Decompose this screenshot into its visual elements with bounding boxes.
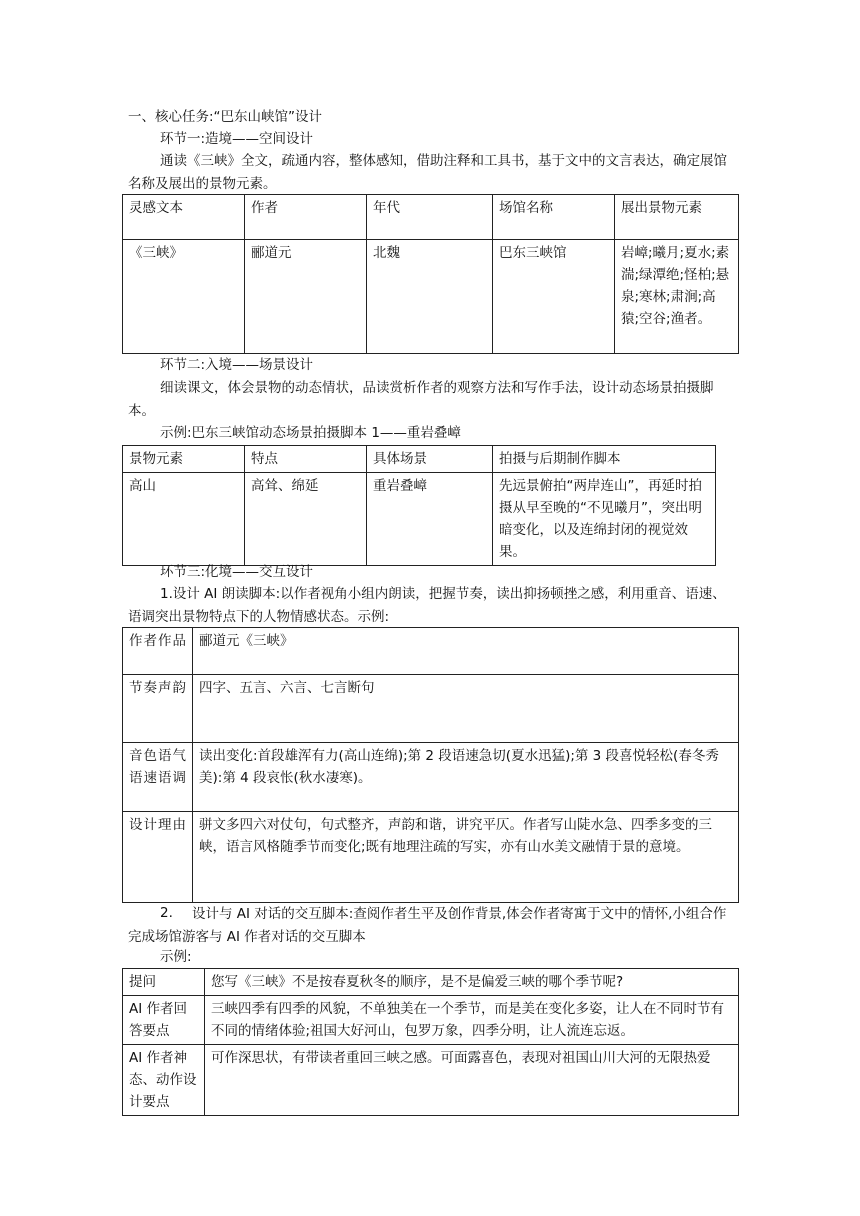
table-cell: 先远景俯拍“两岸连山”，再延时拍摄从早至晚的“不见曦月”，突出明暗变化，以及连绵封闭的视觉效果。 — [493, 473, 716, 566]
example-label: 示例: — [160, 949, 192, 965]
table-cell: 郦道元 — [245, 240, 367, 354]
header-cell: 场馆名称 — [493, 195, 615, 240]
section1-intro: 通读《三峡》全文，疏通内容，整体感知，借助注释和工具书，基于文中的文言表达，确定展馆名称及展出的景物元素。 — [128, 153, 727, 192]
row-label: 提问 — [123, 969, 205, 996]
header-cell: 具体场景 — [367, 446, 493, 473]
row-label: 作者作品 — [123, 628, 193, 675]
section3-task1: 1.设计 AI 朗读脚本:以作者视角小组内朗读，把握节奏，读出抑扬顿挫之感，利用重音、语速、语调突出景物特点下的人物情感状态。示例: — [128, 586, 726, 625]
row-value: 读出变化:首段雄浑有力(高山连绵);第 2 段语速急切(夏水迅猛);第 3 段喜悦轻松(春冬秀美):第 4 段哀怅(秋水凄寒)。 — [193, 743, 739, 812]
row-label: AI 作者神态、动作设计要点 — [123, 1045, 205, 1116]
shooting-table-header-row — [123, 446, 716, 473]
exhibit-table-header-row — [123, 195, 739, 240]
table-cell: 巴东三峡馆 — [493, 240, 615, 354]
main-heading: 一、核心任务:“巴东山峡馆”设计 — [128, 109, 323, 125]
reading-script-table — [122, 627, 739, 903]
dialogue-script-table — [122, 968, 739, 1116]
reading-table-row — [123, 812, 739, 903]
reading-table-row — [123, 628, 739, 675]
dialogue-table-row — [123, 969, 739, 996]
table-cell: 《三峡》 — [123, 240, 245, 354]
header-cell: 年代 — [367, 195, 493, 240]
row-value: 可作深思状，有带读者重回三峡之感。可面露喜色，表现对祖国山川大河的无限热爱 — [205, 1045, 739, 1116]
dialogue-table-row — [123, 1045, 739, 1116]
reading-table-row — [123, 675, 739, 743]
row-label: AI 作者回答要点 — [123, 996, 205, 1045]
shooting-script-table — [122, 445, 716, 566]
header-cell: 展出景物元素 — [615, 195, 739, 240]
table-cell: 高耸、绵延 — [245, 473, 367, 566]
header-cell: 特点 — [245, 446, 367, 473]
exhibit-table-row — [123, 240, 739, 354]
row-value: 骈文多四六对仗句，句式整齐，声韵和谐，讲究平仄。作者写山陡水急、四季多变的三峡，语言风格随季节而变化;既有地理注疏的写实，亦有山水美文融情于景的意境。 — [193, 812, 739, 903]
header-cell: 拍摄与后期制作脚本 — [493, 446, 716, 473]
table-cell: 岩嶂;曦月;夏水;素湍;绿潭绝;怪柏;悬泉;寒林;肃涧;高猿;空谷;渔者。 — [615, 240, 739, 354]
section2-title: 环节二:入境——场景设计 — [160, 357, 314, 373]
header-cell: 作者 — [245, 195, 367, 240]
section1-title: 环节一:造境——空间设计 — [160, 131, 314, 147]
reading-table-row — [123, 743, 739, 812]
header-cell: 灵感文本 — [123, 195, 245, 240]
exhibit-table — [122, 194, 739, 354]
section3-task2-number: 2. — [160, 905, 173, 921]
row-value: 四字、五言、六言、七言断句 — [193, 675, 739, 743]
header-cell: 景物元素 — [123, 446, 245, 473]
table-cell: 北魏 — [367, 240, 493, 354]
row-label: 音色语气语速语调 — [123, 743, 193, 812]
section3-task2: 设计与 AI 对话的交互脚本:查阅作者生平及创作背景,体会作者寄寓于文中的情怀,小组合作完成场馆游客与 AI 作者对话的交互脚本 — [128, 906, 727, 945]
section2-intro: 细读课文，体会景物的动态情状，品读赏析作者的观察方法和写作手法，设计动态场景拍摄脚本。 — [128, 380, 714, 419]
row-value: 三峡四季有四季的风貌，不单独美在一个季节，而是美在变化多姿，让人在不同时节有不同的情绪体验;祖国大好河山，包罗万象，四季分明，让人流连忘返。 — [205, 996, 739, 1045]
row-value: 郦道元《三峡》 — [193, 628, 739, 675]
table-cell: 高山 — [123, 473, 245, 566]
shooting-table-row — [123, 473, 716, 566]
section3-title: 环节三:化境——交互设计 — [160, 564, 314, 580]
row-label: 设计理由 — [123, 812, 193, 903]
table-cell: 重岩叠嶂 — [367, 473, 493, 566]
dialogue-table-row — [123, 996, 739, 1045]
section2-example-title: 示例:巴东三峡馆动态场景拍摄脚本 1——重岩叠嶂 — [160, 425, 461, 441]
row-value: 您写《三峡》不是按春夏秋冬的顺序，是不是偏爱三峡的哪个季节呢? — [205, 969, 739, 996]
row-label: 节奏声韵 — [123, 675, 193, 743]
